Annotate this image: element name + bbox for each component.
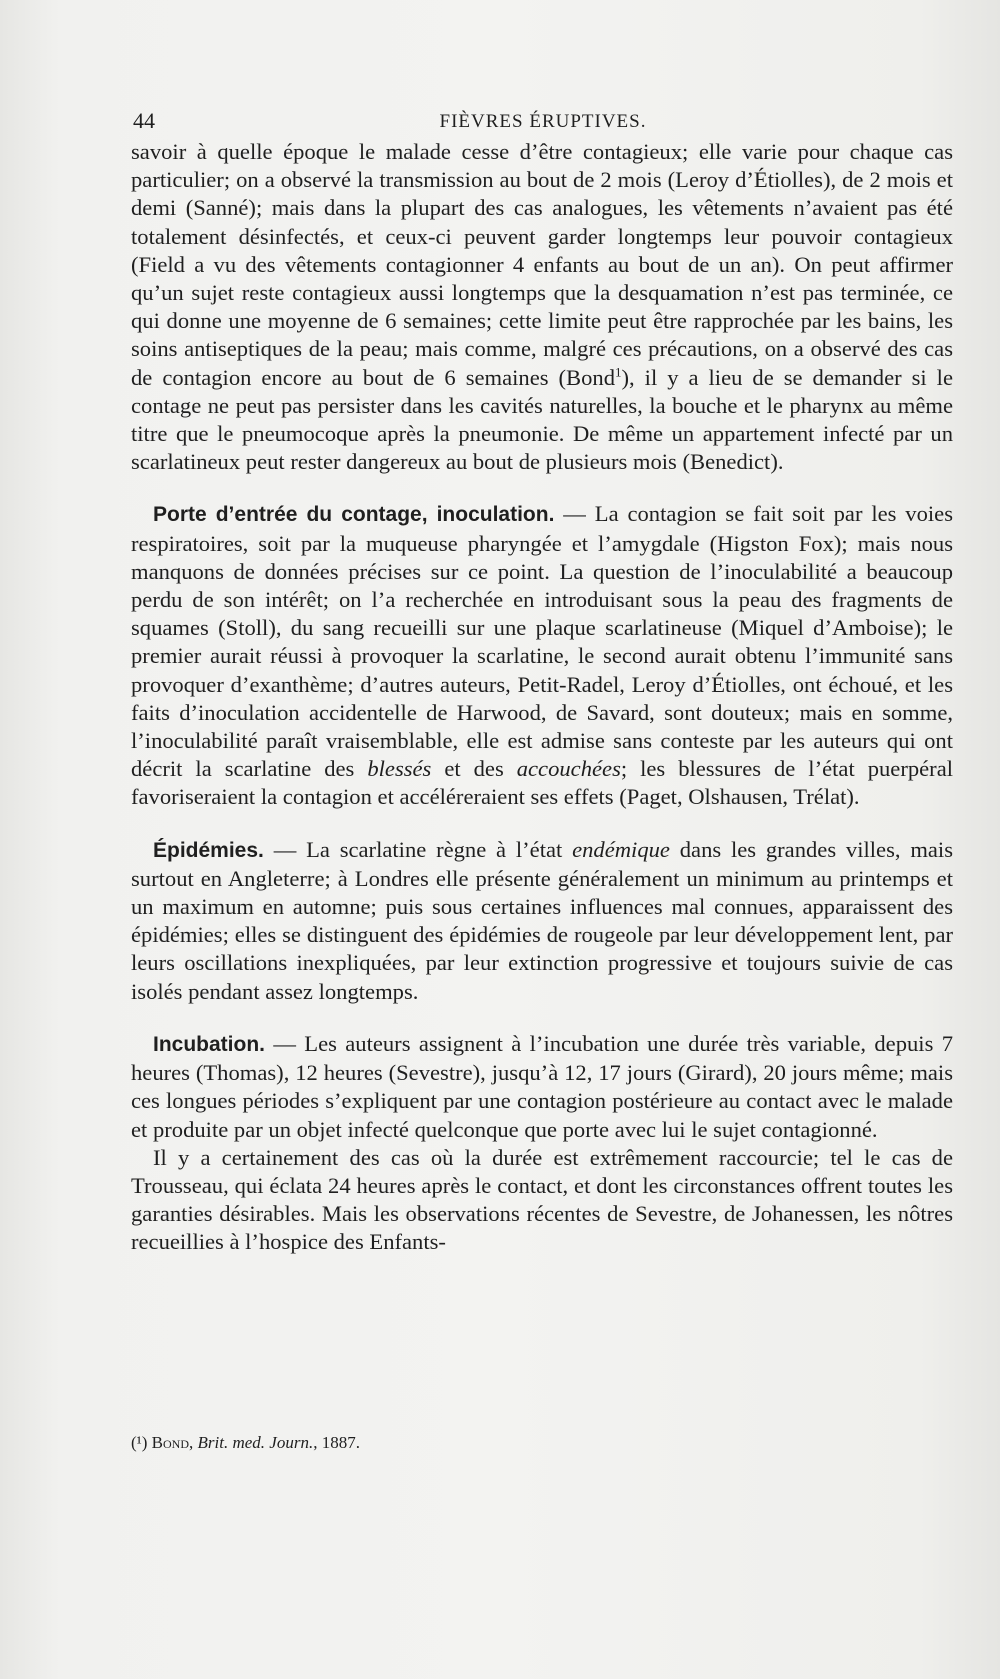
paragraph-text: ), il y a lieu de se demander si le contage ne peut pas persister dans les cavités naturelles, la bouche et le pharynx au même titre que le pneumocoque après la pneumonie. De même un appartement infecté par un scarlatineux peut rester dangereux au bout de plusieurs mois (Benedict). [131,364,953,475]
footnote-year: , 1887. [313,1433,360,1452]
emphasis-text: endémique [572,836,670,862]
paragraph-text: ; les blessures de l’état puerpéral favoriseraient la contagion et accéléreraient ses effets (Paget, Olshausen, Trélat). [131,756,954,810]
paragraph-text: — La scarlatine règne à l’état [263,836,573,862]
section-title-epidemies: Épidémies. [153,838,264,862]
body-text [131,138,953,1257]
page-number: 44 [133,108,155,133]
paragraph-text: et des [431,756,517,782]
paragraph-text: savoir à quelle époque le malade cesse d’être contagieux; elle varie pour chaque cas particulier; on a observé la transmission au bout de 2 mois (Leroy d’Étiolles), de 2 mois et demi (Sanné); mais dans la plupart des cas analogues, les vêtements n’avaient pas été totalement désinfectés, et ceux-ci peuvent garder longtemps leur pouvoir contagieux (Field a vu des vêtements contagionner 4 enfants au bout de un an). On peut affirmer qu’un sujet reste contagieux aussi longtemps que la desquamation n’est pas terminée, ce qui donne une moyenne de 6 semaines; cette limite peut être rapprochée par les bains, les soins antiseptiques de la peau; mais comme, malgré ces précautions, on a observé des cas de contagion encore au bout de 6 semaines (Bond [131,139,953,390]
paragraph-raccourcie: Il y a certainement des cas où la durée est extrêmement raccourcie; tel le cas de Trousseau, qui éclata 24 heures après le contact, et dont les circonstances offrent toutes les garanties désirables. Mais les observations récentes de Sevestre, de Johanessen, les nôtres recueillies à l’hospice des Enfants- [131,1144,953,1255]
paragraph-text: — Les auteurs assignent à l’incubation une durée très variable, depuis 7 heures (Thomas), 12 heures (Sevestre), jusqu’à 12, 17 jours (Girard), 20 jours même; mais ces longues périodes s’expliquent par une contagion postérieure au contact avec le malade et produite par un objet infecté quelconque que porte avec lui le sujet contagionné. [131,1030,953,1142]
running-title: FIÈVRES ÉRUPTIVES. [439,111,647,132]
paragraph-text: dans les grandes villes, mais surtout en Angleterre; à Londres elle présente généralement un minimum au printemps et un maximum en automne; puis sous certaines influences mal connues, apparaissent des épidémies; elles se distinguent des épidémies de rougeole par leur développement lent, par leurs oscillations inexpliquées, par leur extinction progressive et toujours suivie de cas isolés pendant assez longtemps. [131,836,953,1004]
footnote-reference[interactable]: 1 [615,364,622,380]
footnote-mark: (¹) [131,1433,148,1452]
paragraph-incubation [131,1030,953,1144]
section-title-porte-entree: Porte d’entrée du contage, inoculation. [153,503,555,527]
emphasis-text: blessés [367,756,432,782]
paragraph-epidemies [131,836,953,1006]
page-header [133,108,953,138]
paragraph-porte-entree [131,500,953,811]
footnote-journal: Brit. med. Journ. [197,1433,314,1452]
paragraph-text: — La contagion se fait soit par les voies respiratoires, soit par la muqueuse pharyngée et l’amygdale (Higston Fox); mais nous manquons de données précises sur ce point. La question de l’inoculabilité a beaucoup perdu de son intérêt; on l’a recherchée en introduisant sous la peau des fragments de squames (Stoll), du sang recueilli sur une plaque scarlatineuse (Miquel d’Amboise); le premier aurait réussi à provoquer la scarlatine, le second aurait obtenu l’immunité sans provoquer d’exanthème; d’autres auteurs, Petit-Radel, Leroy d’Étiolles, ont échoué, et les faits d’inoculation accidentelle de Harwood, de Savard, sont douteux; mais en somme, l’inoculabilité paraît vraisemblable, elle est admise sans conteste par les auteurs qui ont décrit la scarlatine des [131,501,953,782]
section-title-incubation: Incubation. [153,1032,265,1056]
paragraph-contagion-duration [131,138,953,476]
emphasis-text: accouchées [516,756,621,782]
footnote: (¹) Bond, Brit. med. Journ., 1887. [131,1433,360,1452]
footnote-author: Bond [151,1433,190,1452]
